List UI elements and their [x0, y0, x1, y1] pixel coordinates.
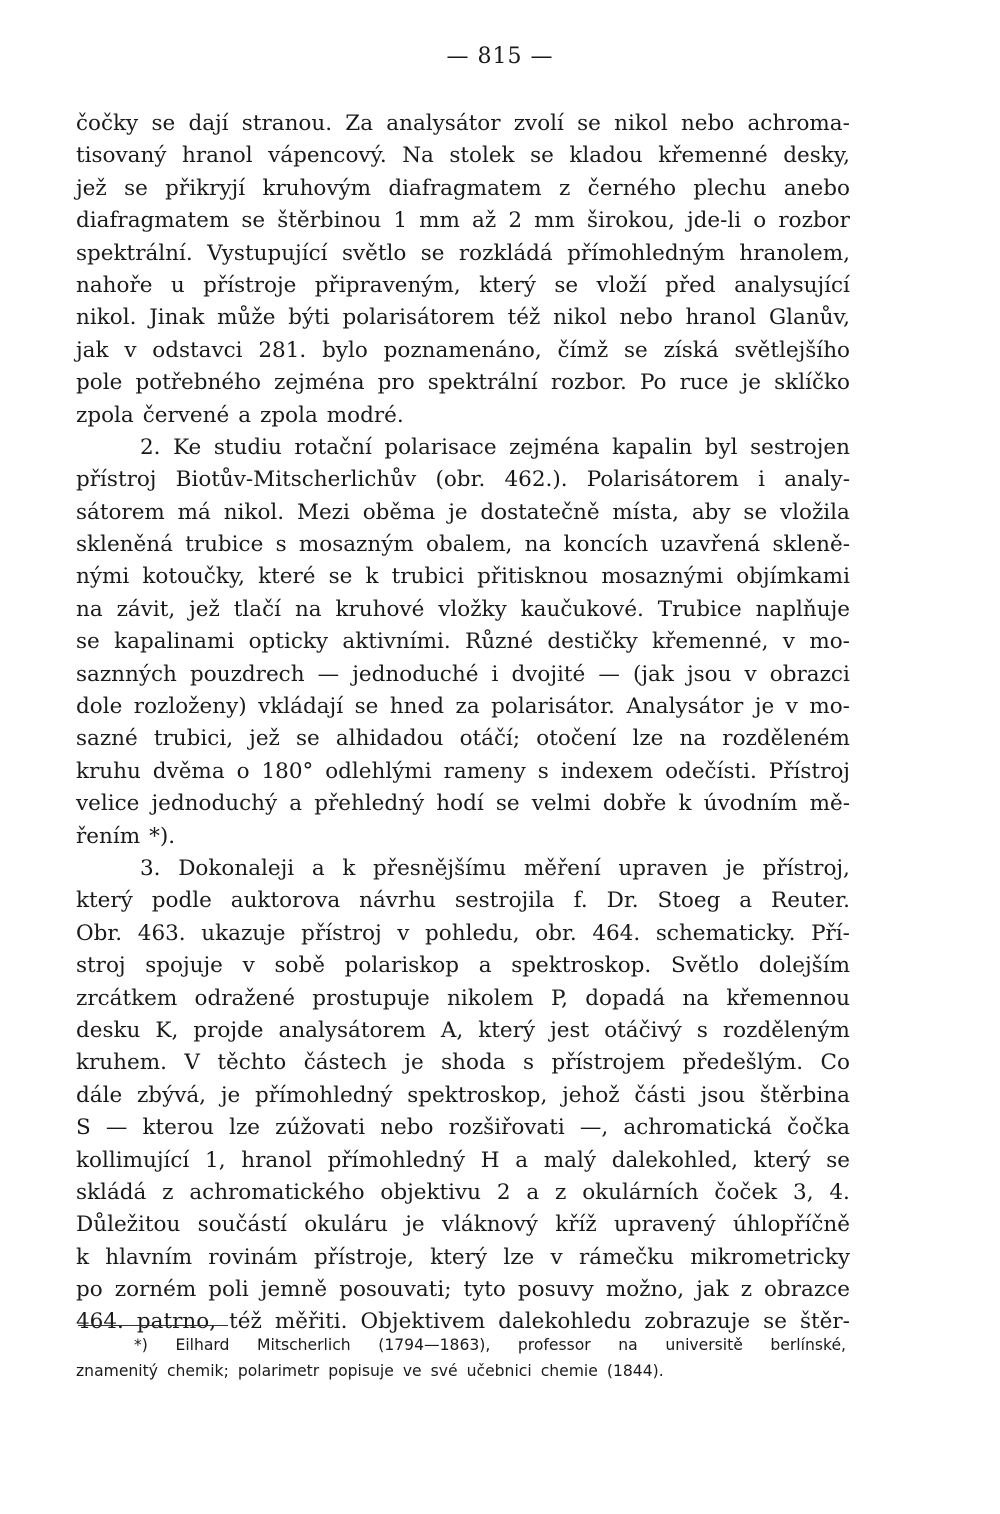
text-line: k hlavním rovinám přístroje, který lze v rámečku mikrometricky	[76, 1244, 850, 1270]
text-line: 3. Dokonaleji a k přesnějšímu měření upraven je přístroj,	[140, 855, 850, 881]
text-line: jak v odstavci 281. bylo poznamenáno, čímž se získá světlejšího	[76, 337, 850, 363]
text-line: jež se přikryjí kruhovým diafragmatem z černého plechu anebo	[76, 175, 850, 201]
text-line: sazné trubici, jež se alhidadou otáčí; otočení lze na rozděleném	[76, 726, 850, 752]
text-line: desku K, projde analysátorem A, který jest otáčivý s rozděleným	[76, 1017, 850, 1043]
text-line: dole rozloženy) vkládají se hned za polarisátor. Analysátor je v mo-	[76, 694, 850, 720]
text-line: zrcátkem odražené prostupuje nikolem P, dopadá na křemennou	[76, 985, 850, 1011]
page-number: — 815 —	[446, 44, 554, 69]
text-line: pole potřebného zejména pro spektrální rozbor. Po ruce je sklíčko	[76, 370, 850, 396]
text-line: Obr. 463. ukazuje přístroj v pohledu, obr. 464. schematicky. Pří-	[76, 920, 850, 946]
footnote-separator	[78, 1325, 228, 1326]
text-line: nahoře u přístroje připraveným, který se vloží před analysující	[76, 272, 850, 298]
text-line: 2. Ke studiu rotační polarisace zejména kapalin byl sestrojen	[140, 434, 850, 460]
text-line: nikol. Jinak může býti polarisátorem též nikol nebo hranol Glanův,	[76, 305, 850, 331]
text-line: sátorem má nikol. Mezi oběma je dostatečně místa, aby se vložila	[76, 499, 850, 525]
text-line: dále zbývá, je přímohledný spektroskop, jehož části jsou štěrbina	[76, 1082, 850, 1108]
text-line: řením *).	[76, 823, 176, 849]
text-line: spektrální. Vystupující světlo se rozkládá přímohledným hranolem,	[76, 240, 850, 266]
text-line: zpola červené a zpola modré.	[76, 402, 404, 428]
text-line: skládá z achromatického objektivu 2 a z okulárních čoček 3, 4.	[76, 1179, 850, 1205]
text-line: po zorném poli jemně posouvati; tyto posuvy možno, jak z obrazce	[76, 1277, 850, 1303]
text-line: na závit, jež tlačí na kruhové vložky kaučukové. Trubice naplňuje	[76, 596, 850, 622]
text-line: S — kterou lze zúžovati nebo rozšiřovati —, achromatická čočka	[76, 1115, 850, 1141]
footnote-line: znamenitý chemik; polarimetr popisuje ve své učebnici chemie (1844).	[76, 1362, 664, 1380]
text-line: čočky se dají stranou. Za analysátor zvolí se nikol nebo achroma-	[76, 111, 850, 136]
text-line: kruhu dvěma o 180° odlehlými rameny s indexem odečísti. Přístroj	[76, 758, 850, 784]
text-line: přístroj Biotův-Mitscherlichův (obr. 462.). Polarisátorem i analy-	[76, 467, 850, 493]
footnote-line: *) Eilhard Mitscherlich (1794—1863), professor na universitě berlínské,	[134, 1336, 846, 1354]
text-line: skleněná trubice s mosazným obalem, na koncích uzavřená skleně-	[76, 532, 850, 558]
text-line: saznných pouzdrech — jednoduché i dvojité — (jak jsou v obrazci	[76, 661, 850, 687]
text-line: kruhem. V těchto částech je shoda s přístrojem předešlým. Co	[76, 1050, 850, 1076]
footnotes	[76, 1332, 846, 1384]
text-line: velice jednoduchý a přehledný hodí se velmi dobře k úvodním mě-	[76, 791, 850, 817]
text-line: tisovaný hranol vápencový. Na stolek se kladou křemenné desky,	[76, 143, 850, 169]
text-line: nými kotoučky, které se k trubici přitisknou mosaznými objímkami	[76, 564, 850, 590]
body-text	[76, 108, 850, 1339]
text-line: diafragmatem se štěrbinou 1 mm až 2 mm širokou, jde-li o rozbor	[76, 208, 850, 234]
text-line: Důležitou součástí okuláru je vláknový kříž upravený úhlopříčně	[76, 1212, 850, 1238]
text-line: který podle auktorova návrhu sestrojila f. Dr. Stoeg a Reuter.	[76, 888, 850, 914]
text-line: se kapalinami opticky aktivními. Různé destičky křemenné, v mo-	[76, 629, 850, 655]
text-line: stroj spojuje v sobě polariskop a spektroskop. Světlo dolejším	[76, 953, 850, 979]
text-line: kollimující 1, hranol přímohledný H a malý dalekohled, který se	[76, 1147, 850, 1173]
text-line: 464. patrno, též měřiti. Objektivem dalekohledu zobrazuje se štěr-	[76, 1309, 850, 1335]
